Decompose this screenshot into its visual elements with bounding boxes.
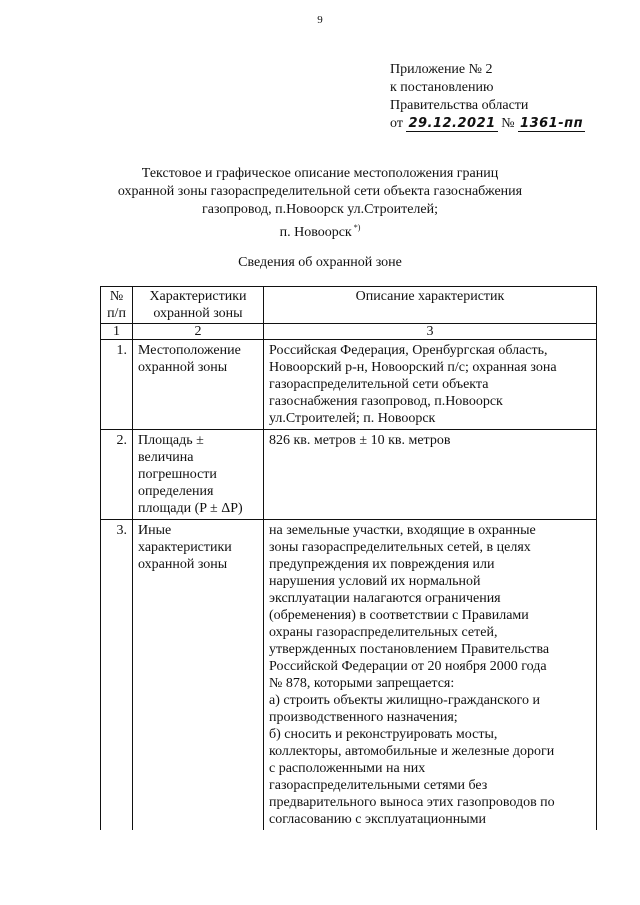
table-index-row: [101, 324, 597, 340]
row-description: [264, 520, 597, 831]
cell-line: б) сносить и реконструировать мосты,: [269, 727, 498, 742]
title-line-2: охранной зоны газораспределительной сети объекта газоснабжения: [117, 184, 523, 199]
row-description: [264, 430, 597, 520]
table-row: [101, 430, 597, 520]
header-characteristics: [133, 287, 264, 324]
cell-line: № 878, которыми запрещается:: [269, 676, 455, 691]
index-cell-1: 1: [101, 324, 133, 340]
cell-line: коллекторы, автомобильные и железные дороги: [269, 744, 555, 759]
cell-line: предупреждения их повреждения или: [269, 557, 495, 572]
table-row: [101, 520, 597, 831]
index-cell-2: 2: [133, 324, 264, 340]
appendix-block: [390, 61, 585, 133]
header-char-line-1: Характеристики: [149, 289, 247, 304]
number-prefix: №: [501, 116, 515, 131]
cell-line: охранной зоны: [138, 557, 228, 572]
cell-line: Новоорский р-н, Новоорский п/с; охранная зона: [269, 360, 557, 375]
title-line-4: п. Новоорск: [279, 225, 352, 240]
page-number: 9: [317, 14, 323, 26]
handwritten-number: 1361-пп: [520, 116, 584, 131]
cell-line: а) строить объекты жилищно-гражданского и: [269, 693, 540, 708]
cell-line: эксплуатации налагаются ограничения: [269, 591, 501, 606]
cell-line: газораспределительной сети объекта: [269, 377, 489, 392]
row-num: 2.: [101, 430, 133, 520]
date-prefix: от: [390, 116, 403, 131]
cell-line: Российской Федерации от 20 ноября 2000 года: [269, 659, 547, 674]
header-num-line-1: №: [109, 289, 124, 304]
cell-line: предварительного выноса этих газопроводов по: [269, 795, 555, 810]
appendix-line-3: Правительства области: [390, 98, 529, 113]
table-row: [101, 340, 597, 430]
row-characteristic: [133, 430, 264, 520]
cell-line: Местоположение: [138, 343, 241, 358]
cell-line: погрешности: [138, 467, 217, 482]
header-description: Описание характеристик: [264, 287, 597, 324]
table-header-row: [101, 287, 597, 324]
cell-line: охраны газораспределительных сетей,: [269, 625, 498, 640]
appendix-line-2: к постановлению: [390, 80, 494, 95]
cell-line: Иные: [138, 523, 172, 538]
cell-line: на земельные участки, входящие в охранные: [269, 523, 536, 538]
row-characteristic: [133, 340, 264, 430]
header-num-line-2: п/п: [107, 306, 126, 321]
row-characteristic: [133, 520, 264, 831]
cell-line: характеристики: [138, 540, 232, 555]
cell-line: площади (P ± ΔP): [138, 501, 243, 516]
title-line-3: газопровод, п.Новоорск ул.Строителей;: [202, 202, 438, 217]
index-cell-3: 3: [264, 324, 597, 340]
cell-line: Площадь ±: [138, 433, 204, 448]
cell-line: величина: [138, 450, 194, 465]
cell-line: 826 кв. метров ± 10 кв. метров: [269, 433, 451, 448]
cell-line: газоснабжения газопровод, п.Новоорск: [269, 394, 503, 409]
header-char-line-2: охранной зоны: [153, 306, 243, 321]
cell-line: производственного назначения;: [269, 710, 458, 725]
cell-line: охранной зоны: [138, 360, 228, 375]
cell-line: утвержденных постановлением Правительства: [269, 642, 550, 657]
cell-line: согласованию с эксплуатационными: [269, 812, 487, 827]
header-num: [101, 287, 133, 324]
cell-line: зоны газораспределительных сетей, в целях: [269, 540, 531, 555]
handwritten-date: 29.12.2021: [408, 116, 496, 131]
row-description: [264, 340, 597, 430]
cell-line: определения: [138, 484, 214, 499]
cell-line: нарушения условий их нормальной: [269, 574, 481, 589]
cell-line: с расположенными на них: [269, 761, 426, 776]
cell-line: (обременения) в соответствии с Правилами: [269, 608, 529, 623]
zone-info-table: [100, 286, 597, 830]
row-num: 3.: [101, 520, 133, 831]
title-line-4-wrap: [0, 219, 640, 242]
cell-line: газораспределительными сетями без: [269, 778, 488, 793]
cell-line: Российская Федерация, Оренбургская область,: [269, 343, 548, 358]
appendix-line-1: Приложение № 2: [390, 62, 493, 77]
cell-line: ул.Строителей; п. Новоорск: [269, 411, 436, 426]
appendix-date-line: [390, 115, 585, 133]
section-subtitle: Сведения об охранной зоне: [238, 255, 402, 270]
row-num: 1.: [101, 340, 133, 430]
title-line-1: Текстовое и графическое описание местоположения границ: [141, 166, 499, 181]
document-title: [0, 165, 640, 242]
footnote-mark: *): [353, 223, 361, 232]
